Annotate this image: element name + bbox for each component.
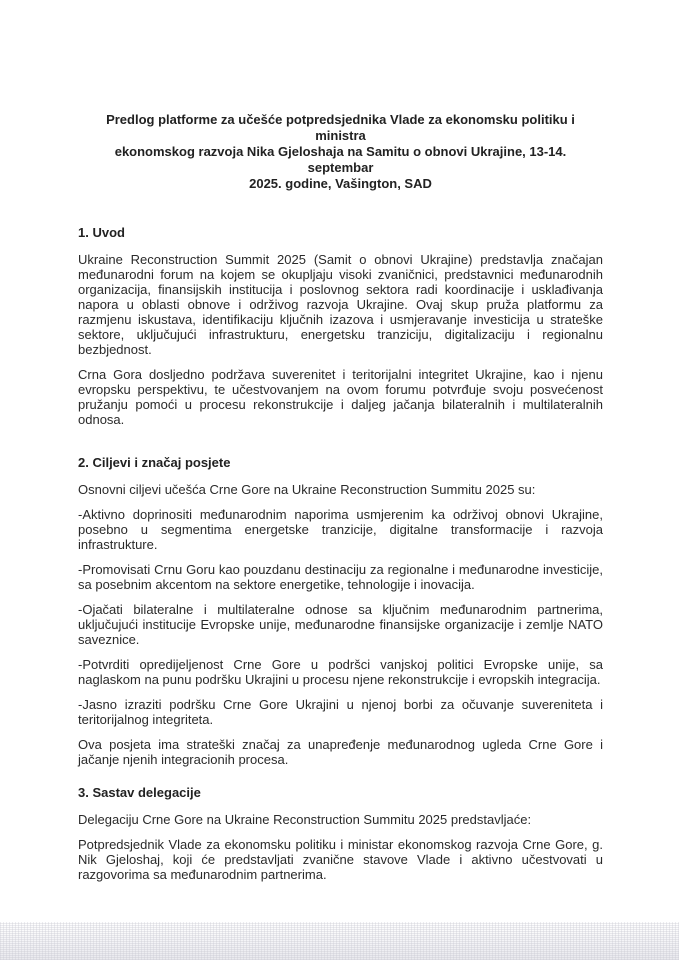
paragraph: Ukraine Reconstruction Summit 2025 (Samit o obnovi Ukrajine) predstavlja značajan međunarodni forum na kojem se okupljaju visoki zvaničnici, predstavnici međunarodnih organizacija, finansijskih institucija i poslovnog sektora radi koordinacije i usklađivanja napora u oblasti obnove i održivog razvoja Ukrajine. Ovaj skup pruža platformu za razmjenu iskustava, identifikaciju ključnih izazova i usmjeravanje investicija u strateške sektore, uključujući infrastrukturu, energetsku tranziciju, digitalizaciju i regionalnu bezbjednost. [78,252,603,357]
title-line: 2025. godine, Vašington, SAD [249,176,432,191]
section-delegation [78,785,603,882]
title-line: Predlog platforme za učešće potpredsjednika Vlade za ekonomsku politiku i ministra [106,112,575,143]
goal-item: -Jasno izraziti podršku Crne Gore Ukrajini u njenoj borbi za očuvanje suvereniteta i teritorijalnog integriteta. [78,697,603,727]
paragraph: Osnovni ciljevi učešća Crne Gore na Ukraine Reconstruction Summitu 2025 su: [78,482,536,497]
goal-item: -Potvrditi opredijeljenost Crne Gore u podršci vanjskoj politici Evropske unije, sa naglaskom na punu podršku Ukrajini u procesu njene rekonstrukcije i evropskih integracija. [78,657,603,687]
paragraph: Ova posjeta ima strateški značaj za unapređenje međunarodnog ugleda Crne Gore i jačanje njenih integracionih procesa. [78,737,603,767]
document-title [90,112,591,192]
section-heading: 2. Ciljevi i značaj posjete [78,455,231,470]
section-heading: 3. Sastav delegacije [78,785,201,800]
goal-item: -Aktivno doprinositi međunarodnim naporima usmjerenim ka održivoj obnovi Ukrajine, posebno u segmentima energetske tranzicije, digitalne transformacije i razvoja infrastrukture. [78,507,603,552]
paragraph: Potpredsjednik Vlade za ekonomsku politiku i ministar ekonomskog razvoja Crne Gore, g. Nik Gjeloshaj, koji će predstavljati zvanične stavove Vlade i aktivno učestvovati u razgovorima sa međunarodnim partnerima. [78,837,603,882]
paragraph: Crna Gora dosljedno podržava suverenitet i teritorijalni integritet Ukrajine, kao i njenu evropsku perspektivu, te učestvovanjem na ovom forumu potvrđuje svoju posvećenost pružanju pomoći u procesu rekonstrukcije i daljeg jačanja bilateralnih i multilateralnih odnosa. [78,367,603,427]
section-heading: 1. Uvod [78,225,125,240]
section-introduction [78,225,603,427]
section-goals [78,455,603,767]
goal-item: -Ojačati bilateralne i multilateralne odnose sa ključnim međunarodnim partnerima, uključujući institucije Evropske unije, međunarodne finansijske organizacije i zemlje NATO saveznice. [78,602,603,647]
goal-item: -Promovisati Crnu Goru kao pouzdanu destinaciju za regionalne i međunarodne investicije, sa posebnim akcentom na sektore energetike, tehnologije i inovacija. [78,562,603,592]
title-line: ekonomskog razvoja Nika Gjeloshaja na Samitu o obnovi Ukrajine, 13-14. septembar [114,144,567,175]
paragraph: Delegaciju Crne Gore na Ukraine Reconstruction Summitu 2025 predstavljaće: [78,812,532,827]
